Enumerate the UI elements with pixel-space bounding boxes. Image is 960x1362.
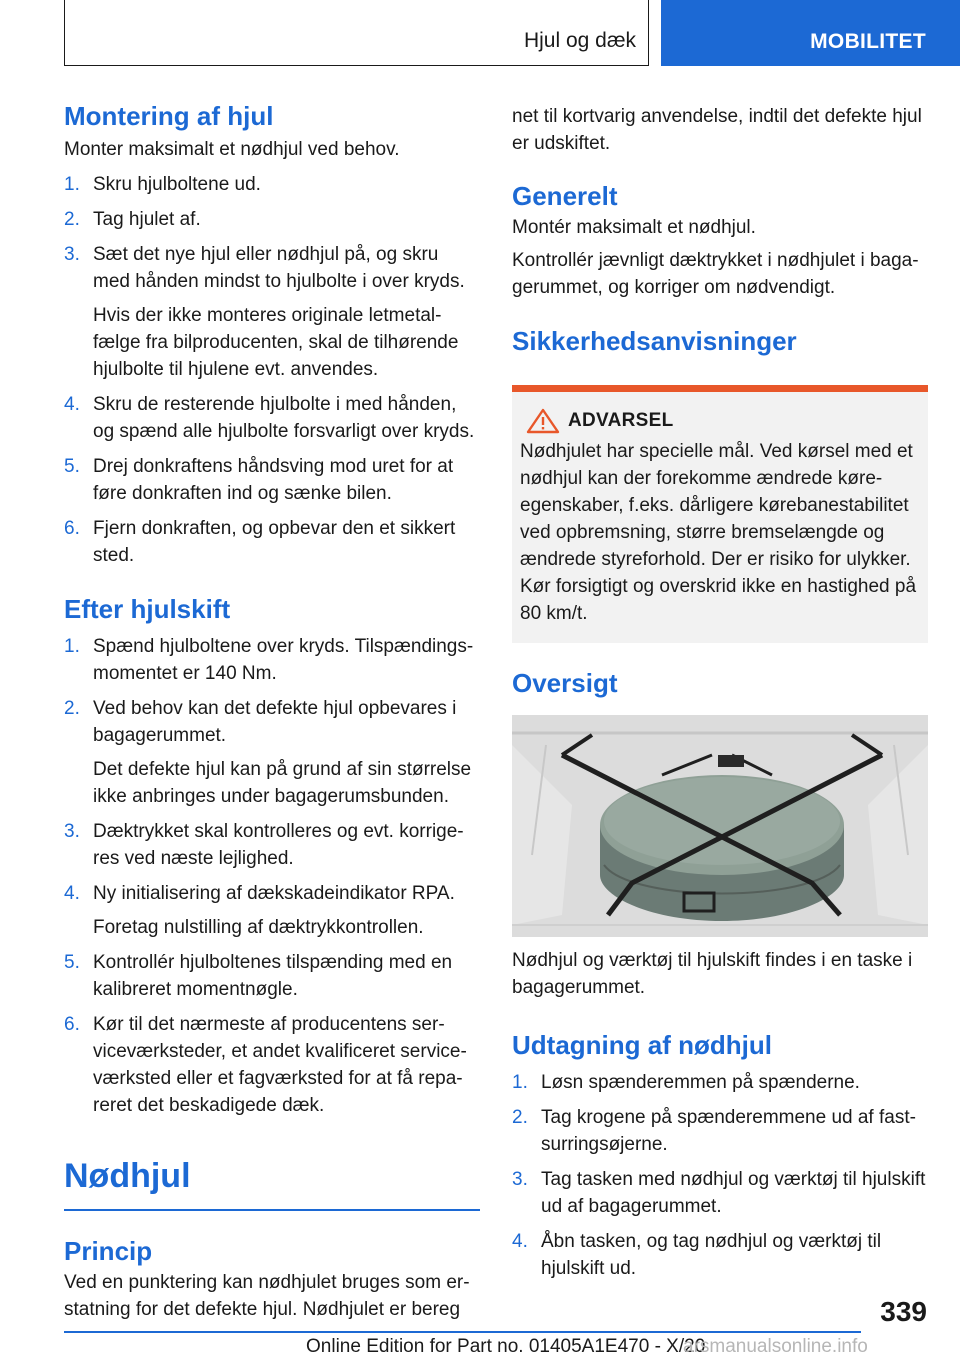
step-number: 3. <box>64 244 80 265</box>
step-note: Foretag nulstilling af dæktrykkontrollen. <box>93 917 424 938</box>
principle-heading: Princip <box>64 1236 153 1266</box>
step-text: Sæt det nye hjul eller nødhjul på, og skru med hånden mindst to hjulbolte i over kryds. <box>93 244 465 292</box>
step-text: Skru hjulboltene ud. <box>93 174 261 195</box>
list-item <box>64 453 480 507</box>
list-item <box>512 1104 928 1158</box>
list-item <box>64 171 480 198</box>
heading-rule <box>64 1209 480 1211</box>
step-number: 1. <box>64 174 80 195</box>
principle-text: Ved en punktering kan nødhjulet bruges som erstatning for det defekte hjul. Nødhjulet er bereg <box>64 1272 470 1320</box>
step-text: Kør til det nærmeste af producentens serviceværksteder, et andet kvalificeret serviceværksted eller et fagværksted for at få repareret det beskadigede dæk. <box>93 1014 467 1116</box>
list-item <box>512 1166 928 1220</box>
after-heading: Efter hjulskift <box>64 594 231 624</box>
right-column <box>512 103 928 1282</box>
list-item <box>64 880 480 941</box>
list-item <box>64 391 480 445</box>
mount-intro: Monter maksimalt et nødhjul ved behov. <box>64 139 400 160</box>
footer-watermark: arsmanualsonline.info <box>683 1336 868 1357</box>
header-chapter-box <box>64 0 649 66</box>
step-number: 6. <box>64 1014 80 1035</box>
step-text: Ved behov kan det defekte hjul opbevares i bagagerummet. <box>93 698 457 746</box>
list-item <box>64 1011 480 1119</box>
footer-edition: Online Edition for Part no. 01405A1E470 - X/20 <box>306 1336 706 1357</box>
overview-caption: Nødhjul og værktøj til hjulskift findes i en taske i bagagerummet. <box>512 950 913 998</box>
step-text: Fjern donkraften, og opbevar den et sikkert sted. <box>93 518 456 566</box>
step-number: 4. <box>512 1231 528 1252</box>
step-number: 3. <box>64 821 80 842</box>
list-item <box>512 1228 928 1282</box>
step-number: 2. <box>512 1107 528 1128</box>
step-text: Tag krogene på spænderemmene ud af fastsurringsøjerne. <box>541 1107 916 1155</box>
step-number: 5. <box>64 456 80 477</box>
general-para-2: Kontrollér jævnligt dæktrykket i nødhjulet i bagagerummet, og korriger om nødvendigt. <box>512 250 919 298</box>
step-text: Ny initialisering af dækskadeindikator RPA. <box>93 883 455 904</box>
step-note: Hvis der ikke monteres originale letmetalfælge fra bilproducenten, skal de tilhørende hjulbolte til hjulene evt. anvendes. <box>93 305 459 380</box>
step-number: 2. <box>64 698 80 719</box>
spare-wheel-heading: Nødhjul <box>64 1157 191 1195</box>
list-item <box>64 515 480 569</box>
step-text: Tag tasken med nødhjul og værktøj til hjulskift ud af bagagerummet. <box>541 1169 926 1217</box>
step-text: Åbn tasken, og tag nødhjul og værktøj til hjulskift ud. <box>541 1231 882 1279</box>
warning-header <box>520 408 920 434</box>
step-number: 5. <box>64 952 80 973</box>
after-steps <box>64 633 480 1119</box>
step-text: Løsn spænderemmen på spænderne. <box>541 1072 860 1093</box>
principle-continued: net til kortvarig anvendelse, indtil det defekte hjul er udskiftet. <box>512 106 922 154</box>
list-item <box>64 818 480 872</box>
list-item <box>512 1069 928 1096</box>
step-text: Dæktrykket skal kontrolleres og evt. korrigeres ved næste lejlighed. <box>93 821 464 869</box>
step-number: 1. <box>64 636 80 657</box>
step-number: 2. <box>64 209 80 230</box>
left-column <box>64 100 480 1323</box>
warning-title: ADVARSEL <box>568 410 674 431</box>
list-item <box>64 695 480 810</box>
overview-heading: Oversigt <box>512 668 618 698</box>
safety-heading: Sikkerhedsanvisninger <box>512 326 797 356</box>
mount-steps <box>64 171 480 569</box>
spare-wheel-illustration <box>512 715 928 937</box>
step-text: Tag hjulet af. <box>93 209 201 230</box>
chapter-title: Hjul og dæk <box>523 29 636 52</box>
removal-steps <box>512 1069 928 1282</box>
warning-box <box>512 392 928 643</box>
step-number: 4. <box>64 883 80 904</box>
list-item <box>64 241 480 383</box>
list-item <box>64 206 480 233</box>
step-number: 4. <box>64 394 80 415</box>
warning-text: Nødhjulet har specielle mål. Ved kørsel med et nødhjul kan der forekomme ændrede køreegenskaber, f.eks. dårligere kørebanestabilitet ved opbremsning, større bremselængde og ændrede styreforhold. Der er risiko for ulykker. Kør forsigtigt og overskrid ikke en hastighed på 80 km/t. <box>520 441 917 624</box>
step-text: Skru de resterende hjulbolte i med hånden, og spænd alle hjulbolte forsvarligt over kryds. <box>93 394 475 442</box>
step-note: Det defekte hjul kan på grund af sin størrelse ikke anbringes under bagagerumsbunden. <box>93 759 472 807</box>
warning-top-bar <box>512 385 928 392</box>
step-text: Drej donkraftens håndsving mod uret for at føre donkraften ind og sænke bilen. <box>93 456 454 504</box>
footer-rule <box>64 1331 861 1333</box>
removal-heading: Udtagning af nødhjul <box>512 1030 772 1060</box>
step-number: 6. <box>64 518 80 539</box>
list-item <box>64 949 480 1003</box>
step-number: 3. <box>512 1169 528 1190</box>
warning-triangle-icon <box>526 408 560 434</box>
step-text: Spænd hjulboltene over kryds. Tilspændingsmomentet er 140 Nm. <box>93 636 474 684</box>
general-para-1: Montér maksimalt et nødhjul. <box>512 217 756 238</box>
step-text: Kontrollér hjulboltenes tilspænding med en kalibreret momentnøgle. <box>93 952 453 1000</box>
section-tab <box>661 0 960 66</box>
page-number: 339 <box>880 1296 927 1327</box>
list-item <box>64 633 480 687</box>
mount-heading: Montering af hjul <box>64 101 274 131</box>
step-number: 1. <box>512 1072 528 1093</box>
section-tab-label: MOBILITET <box>810 30 926 53</box>
general-heading: Generelt <box>512 181 618 211</box>
